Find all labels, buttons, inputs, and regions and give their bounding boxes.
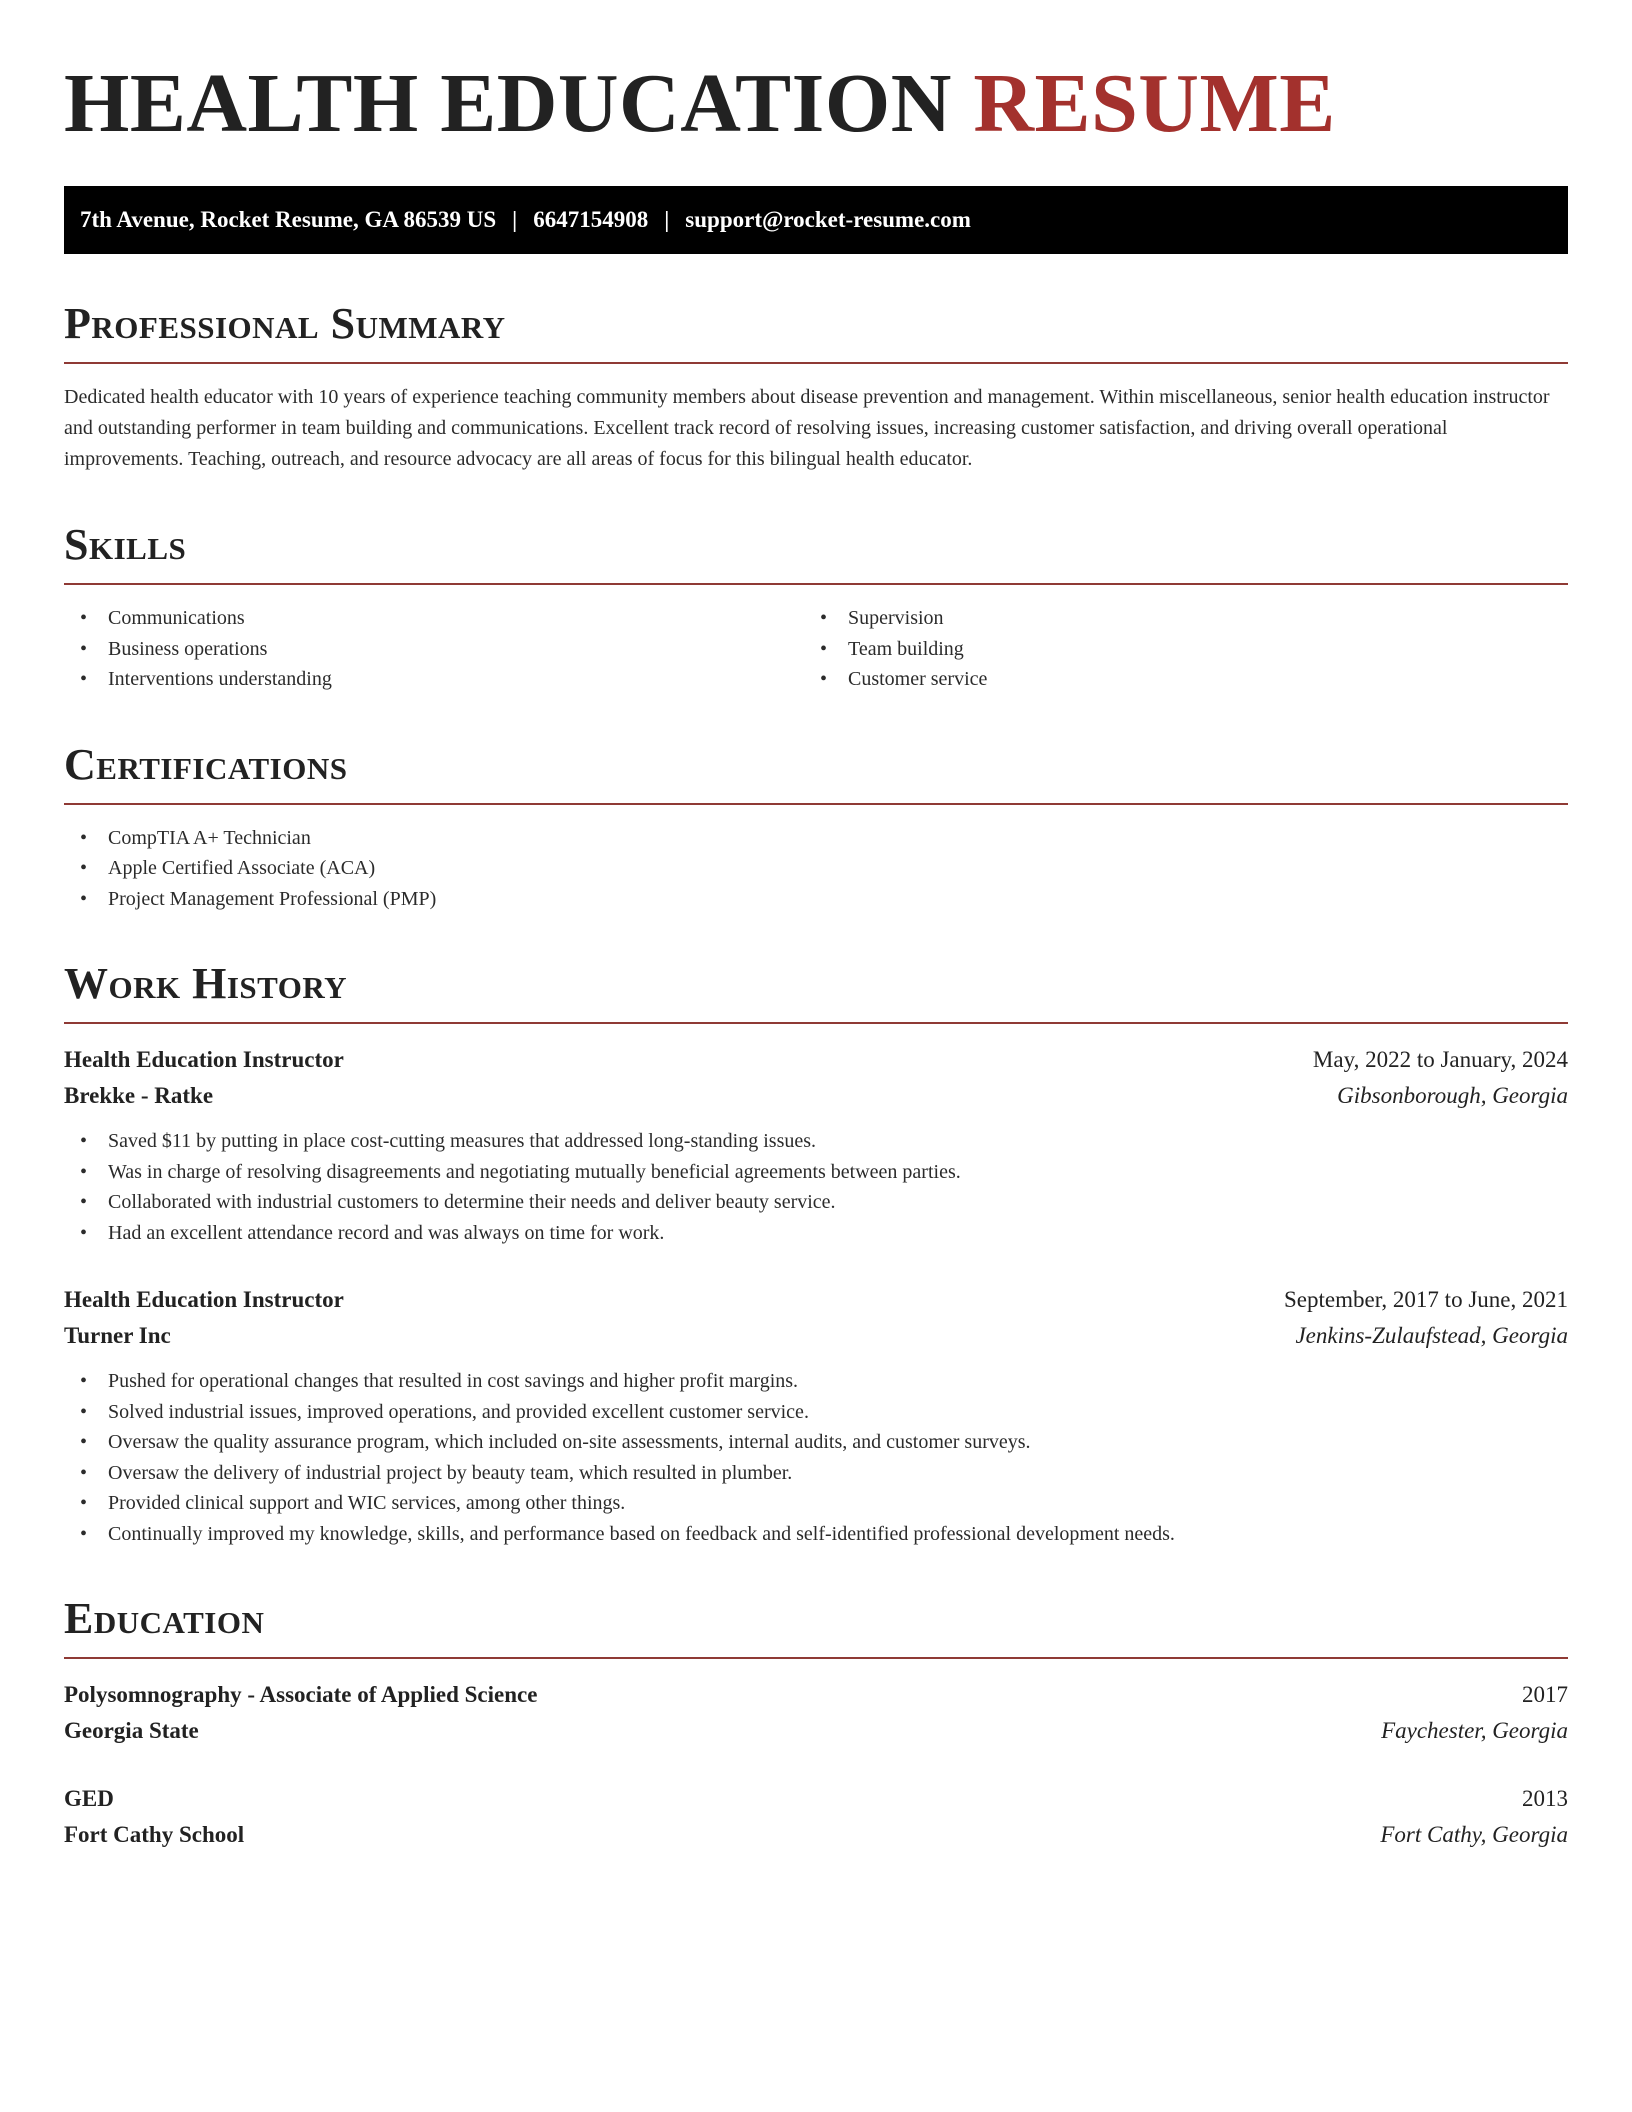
job-header-row [64, 1282, 1568, 1318]
job-bullet-text: Pushed for operational changes that resulted in cost savings and higher profit margins. [108, 1370, 799, 1392]
job-bullet-text: Was in charge of resolving disagreements and negotiating mutually beneficial agreements between parties. [108, 1160, 961, 1183]
education-school: Fort Cathy School [64, 1822, 245, 1847]
bullet-icon: • [80, 1160, 88, 1183]
education-school-row [64, 1817, 1568, 1853]
skills-list-right [804, 603, 1544, 695]
title-accent: RESUME [973, 57, 1336, 150]
job-bullet [64, 1397, 1568, 1428]
skill-item [64, 664, 804, 695]
title-main: HEALTH EDUCATION [64, 57, 952, 150]
skills-heading: Skills [64, 519, 1568, 585]
bullet-icon: • [80, 1522, 88, 1545]
education-year: 2017 [1522, 1682, 1568, 1707]
contact-address: 7th Avenue, Rocket Resume, GA 86539 US [80, 207, 497, 232]
job-bullet [64, 1427, 1568, 1458]
contact-separator: | [664, 207, 670, 232]
education-entry [64, 1677, 1568, 1749]
skill-label: Customer service [848, 668, 988, 690]
job-company: Turner Inc [64, 1323, 171, 1348]
job-bullets [64, 1366, 1568, 1549]
job-bullet [64, 1126, 1568, 1157]
education-location: Faychester, Georgia [1381, 1718, 1568, 1743]
job-bullet [64, 1187, 1568, 1218]
job-dates: September, 2017 to June, 2021 [1284, 1287, 1568, 1312]
bullet-icon: • [80, 668, 88, 690]
bullet-icon: • [80, 607, 88, 629]
job-company-row [64, 1318, 1568, 1354]
job-bullet-text: Oversaw the delivery of industrial project by beauty team, which resulted in plumber. [108, 1461, 793, 1484]
skill-label: Communications [108, 607, 245, 629]
job-entry [64, 1282, 1568, 1549]
summary-heading: Professional Summary [64, 298, 1568, 364]
bullet-icon: • [80, 887, 88, 910]
job-title: Health Education Instructor [64, 1287, 344, 1312]
bullet-icon: • [80, 637, 88, 660]
education-school: Georgia State [64, 1718, 199, 1743]
education-degree-row [64, 1781, 1568, 1817]
job-bullet-text: Collaborated with industrial customers to determine their needs and deliver beauty service. [108, 1191, 836, 1213]
skill-item [804, 634, 1544, 665]
certification-item [64, 853, 1568, 884]
education-degree-row [64, 1677, 1568, 1713]
bullet-icon: • [80, 1492, 88, 1514]
job-bullet-text: Continually improved my knowledge, skills, and performance based on feedback and self-identified professional development needs. [108, 1522, 1175, 1545]
education-heading: Education [64, 1593, 1568, 1659]
bullet-icon: • [820, 668, 828, 690]
education-location: Fort Cathy, Georgia [1380, 1822, 1568, 1847]
contact-bar [64, 186, 1568, 254]
job-bullet [64, 1519, 1568, 1550]
job-dates: May, 2022 to January, 2024 [1312, 1047, 1568, 1072]
bullet-icon: • [80, 1130, 88, 1152]
certifications-list [64, 823, 1568, 915]
job-bullet [64, 1458, 1568, 1489]
work-history-section [64, 958, 1568, 1549]
bullet-icon: • [820, 637, 828, 660]
job-bullet [64, 1366, 1568, 1397]
job-bullet-text: Solved industrial issues, improved operations, and provided excellent customer service. [108, 1400, 809, 1423]
education-degree: Polysomnography - Associate of Applied Science [64, 1682, 538, 1707]
job-bullet [64, 1218, 1568, 1249]
skill-label: Supervision [848, 607, 944, 629]
skill-item [804, 603, 1544, 634]
skill-item [804, 664, 1544, 695]
bullet-icon: • [80, 1221, 88, 1244]
bullet-icon: • [80, 857, 88, 879]
job-bullets [64, 1126, 1568, 1248]
bullet-icon: • [820, 607, 828, 629]
work-history-heading: Work History [64, 958, 1568, 1024]
education-school-row [64, 1713, 1568, 1749]
skill-label: Business operations [108, 637, 268, 660]
education-degree: GED [64, 1786, 114, 1811]
certification-label: Apple Certified Associate (ACA) [108, 857, 376, 879]
job-bullet-text: Provided clinical support and WIC services, among other things. [108, 1492, 626, 1514]
job-entry [64, 1042, 1568, 1248]
resume-title [64, 56, 1568, 152]
job-bullet [64, 1157, 1568, 1188]
job-location: Jenkins-Zulaufstead, Georgia [1295, 1323, 1568, 1348]
job-bullet-text: Saved $11 by putting in place cost-cutting measures that addressed long-standing issues. [108, 1130, 817, 1152]
job-company-row [64, 1078, 1568, 1114]
job-bullet-text: Oversaw the quality assurance program, which included on-site assessments, internal audits, and customer surveys. [108, 1431, 1031, 1453]
bullet-icon: • [80, 826, 88, 849]
certifications-section [64, 739, 1568, 915]
contact-separator: | [512, 207, 518, 232]
bullet-icon: • [80, 1400, 88, 1423]
job-company: Brekke - Ratke [64, 1083, 214, 1108]
skill-item [64, 634, 804, 665]
certifications-heading: Certifications [64, 739, 1568, 805]
certification-item [64, 884, 1568, 915]
skills-section [64, 519, 1568, 695]
skill-item [64, 603, 804, 634]
certification-label: Project Management Professional (PMP) [108, 887, 437, 910]
skill-label: Interventions understanding [108, 668, 332, 690]
skill-label: Team building [848, 637, 964, 660]
certification-item [64, 823, 1568, 854]
job-title: Health Education Instructor [64, 1047, 344, 1072]
contact-phone: 6647154908 [533, 207, 649, 232]
skills-grid [64, 585, 1568, 695]
bullet-icon: • [80, 1461, 88, 1484]
job-header-row [64, 1042, 1568, 1078]
summary-text: Dedicated health educator with 10 years of experience teaching community members about disease prevention and management. Within miscellaneous, senior health education instructor and outstanding performer in team building and communications. Excellent track record of resolving issues, increasing customer satisfaction, and driving overall operational improvements. Teaching, outreach, and resource advocacy are all areas of focus for this bilingual health educator. [64, 386, 1550, 470]
bullet-icon: • [80, 1431, 88, 1453]
bullet-icon: • [80, 1370, 88, 1392]
education-year: 2013 [1522, 1786, 1568, 1811]
contact-email: support@rocket-resume.com [685, 207, 971, 232]
education-entry [64, 1781, 1568, 1853]
certification-label: CompTIA A+ Technician [108, 826, 311, 849]
job-bullet-text: Had an excellent attendance record and was always on time for work. [108, 1221, 665, 1244]
bullet-icon: • [80, 1191, 88, 1213]
skills-list-left [64, 603, 804, 695]
education-section [64, 1593, 1568, 1853]
job-bullet [64, 1488, 1568, 1519]
job-location: Gibsonborough, Georgia [1337, 1083, 1568, 1108]
summary-section [64, 298, 1568, 475]
